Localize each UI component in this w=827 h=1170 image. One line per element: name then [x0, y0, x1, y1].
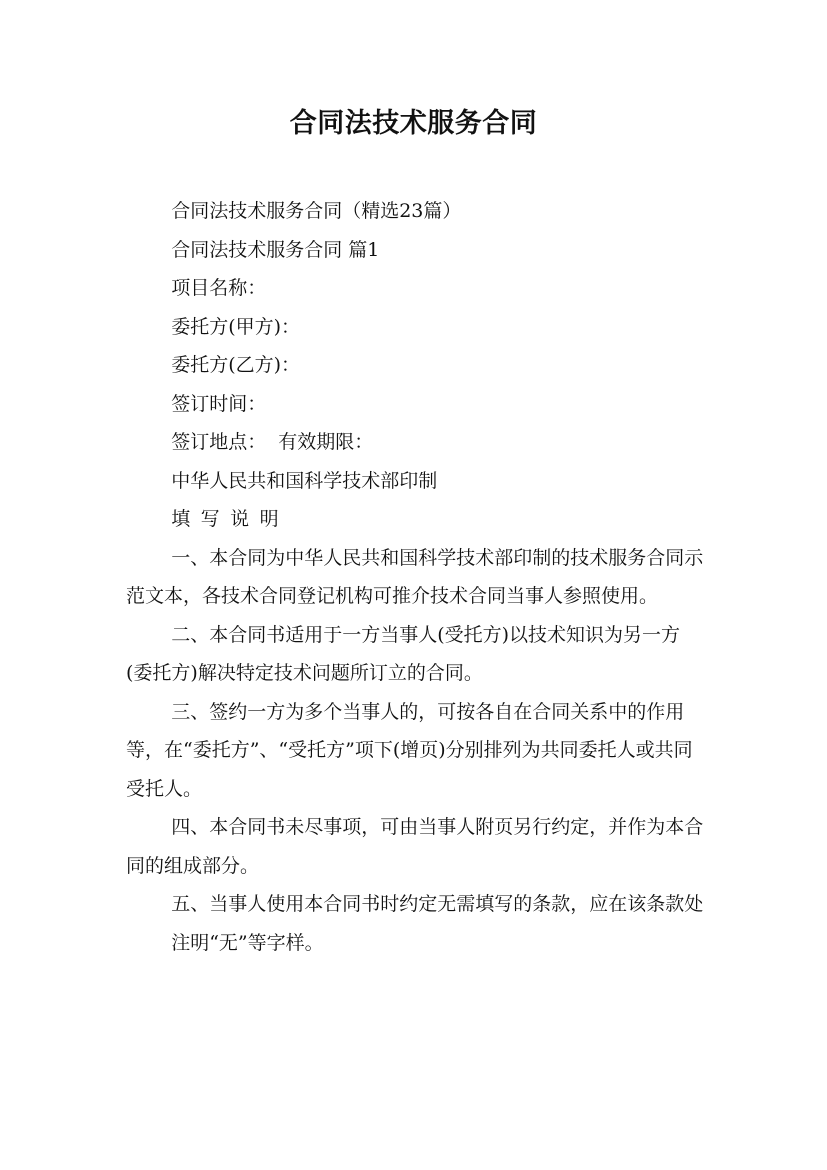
paragraph: 签订地点： 有效期限：	[171, 431, 374, 453]
paragraph: 项目名称：	[171, 277, 267, 299]
document-title: 合同法技术服务合同	[289, 108, 538, 139]
paragraph: 二、本合同书适用于一方当事人(受托方)以技术知识为另一方(委托方)解决特定技术问题所订立的合同。	[126, 623, 681, 684]
document-body	[126, 192, 704, 962]
paragraph: 合同法技术服务合同（精选23篇）	[171, 200, 462, 222]
paragraph: 一、本合同为中华人民共和国科学技术部印制的技术服务合同示范文本，各技术合同登记机构可推介技术合同当事人参照使用。	[126, 546, 704, 607]
paragraph: 合同法技术服务合同 篇1	[171, 238, 380, 261]
paragraph: 注明“无”等字样。	[171, 931, 324, 954]
paragraph: 委托方(甲方)：	[171, 315, 301, 338]
paragraph: 中华人民共和国科学技术部印制	[171, 469, 438, 492]
paragraph: 签订时间：	[171, 392, 267, 415]
section-heading: 填写说明	[171, 508, 290, 530]
paragraph: 三、签约一方为多个当事人的，可按各自在合同关系中的作用等，在“委托方”、“受托方”项下(增页)分别排列为共同委托人或共同受托人。	[126, 700, 693, 800]
paragraph: 委托方(乙方)：	[171, 354, 301, 376]
paragraph: 五、当事人使用本合同书时约定无需填写的条款，应在该条款处	[171, 893, 704, 915]
paragraph: 四、本合同书未尽事项，可由当事人附页另行约定，并作为本合同的组成部分。	[126, 816, 704, 877]
